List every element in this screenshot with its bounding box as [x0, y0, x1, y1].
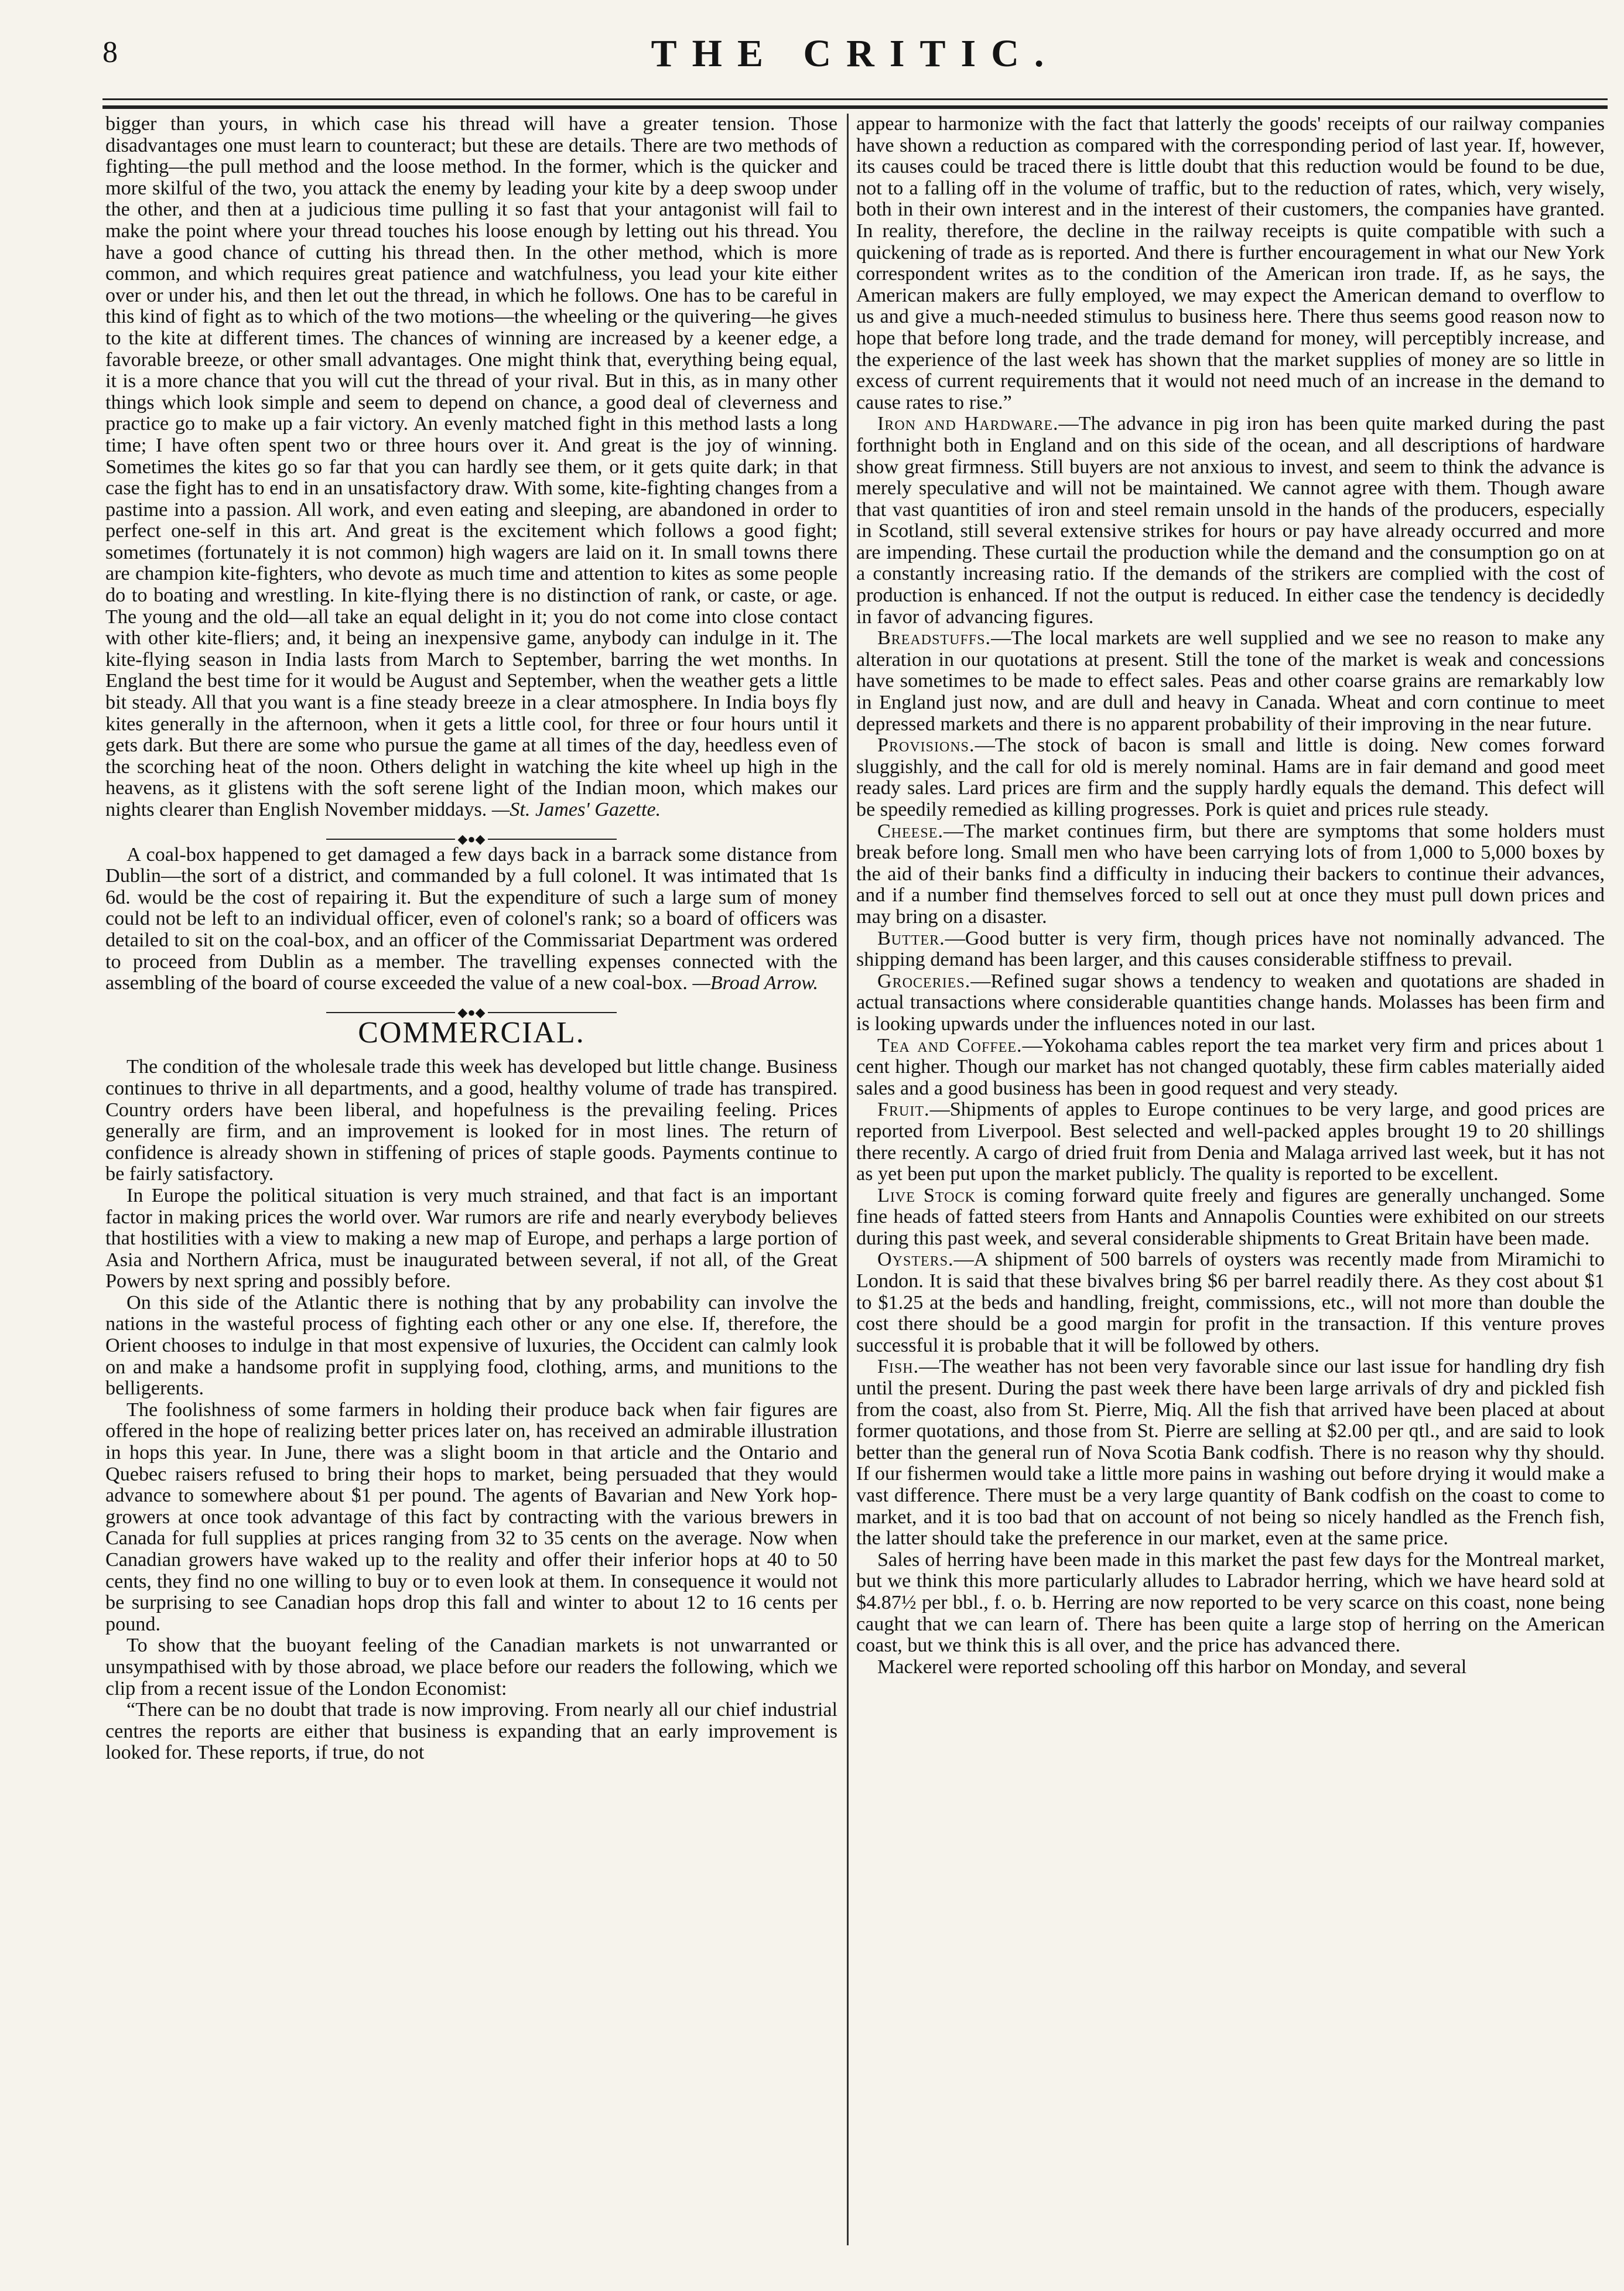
market-lead: Provisions.: [877, 734, 975, 757]
commercial-paragraph: The foolishness of some farmers in holding their produce back when fair figures are offered in the hope of realizing better prices later on, has received an admirable illustration in hops this year. In June, there was a slight boom in that article and the Ontario and Quebec raisers refused to bring their hops to market, being persuaded that they would advance to somewhere about $1 per pound. The agents of Bavarian and New York hop-growers at once took advantage of this fact by contracting with the various brewers in Canada for full supplies at prices ranging from 32 to 35 cents on the average. Now when Canadian growers have waked up to the reality and offer their inferior hops at 40 to 50 cents, they find no one willing to buy or to even look at them. In consequence it would not be surprising to see Canadian hops drop this fall and winter to about 12 to 16 cents per pound.: [105, 1398, 837, 1635]
right-column: [856, 114, 1605, 2269]
market-paragraph: appear to harmonize with the fact that latterly the goods' receipts of our railway companies have shown a reduction as compared with the corresponding period of last year. If, however, its causes could be traced there is little doubt that this reduction would be found to be due, not to a falling off in the volume of traffic, but to the reduction of rates, which, very wisely, both in their own interest and in the interest of their customers, the companies have granted. In reality, therefore, the decline in the railway receipts is quite compatible with such a quickening of trade as is reported. And there is further encouragement in what our New York correspondent writes as to the condition of the American iron trade. If, as he says, the American makers are fully employed, we may expect the American demand to overflow to us and give a much-needed stimulus to business here. There thus seems good reason now to hope that before long trade, and the trade demand for money, will perceptibly increase, and the experience of the last week has shown that the market supplies of money are so little in excess of current requirements that it would not need much of an increase in the demand to cause rates to rise.”: [856, 114, 1605, 413]
market-paragraph-herring: Sales of herring have been made in this market the past few days for the Montreal market, but we think this more particularly alludes to Labrador herring, which we have heard sold at $4.87½ per bbl., f. o. b. Herring are now reported to be very scarce on this coast, none being caught that we can learn of. There has been quite a large stop of herring on the American coast, but we think this is all over, and the price has advanced there.: [856, 1548, 1605, 1657]
market-lead: Butter.: [877, 927, 945, 949]
market-paragraph-provisions: Provisions.—The stock of bacon is small and little is doing. New comes forward sluggishly, and the call for old is merely nominal. Hams are in fair demand and good meet ready sales. Lard prices are firm and the supply hardly equals the demand. This defect will be speedily remedied as killing progresses. Pork is quiet and prices rule steady.: [856, 734, 1605, 820]
market-lead: Breadstuffs.: [877, 627, 992, 649]
market-lead: Groceries.: [877, 970, 971, 992]
commercial-paragraph: In Europe the political situation is very much strained, and that fact is an important factor in making prices the world over. War rumors are rife and nearly everybody believes that hostilities with a view to making a new map of Europe, and perhaps a large portion of Asia and Northern Africa, must be inaugurated between several, if not all, of the Great Powers by next spring and possibly before.: [105, 1184, 837, 1292]
market-paragraph-breadstuffs: Breadstuffs.—The local markets are well supplied and we see no reason to make any alteration in our quotations at present. Still the tone of the market is weak and concessions have sometimes to be made to effect sales. Peas and other coarse grains are remarkably low in England just now, and are dull and heavy in Canada. Wheat and corn continue to meet depressed markets and there is no apparent probability of their improving in the near future.: [856, 627, 1605, 735]
market-paragraph-iron: Iron and Hardware.—The advance in pig iron has been quite marked during the past forthnight both in England and on this side of the ocean, and all descriptions of hardware show great firmness. Still buyers are not anxious to invest, and seem to think the advance is merely speculative and will not be maintained. We cannot agree with them. Though aware that vast quantities of iron and steel remain unsold in the hands of the producers, especially in Scotland, still several extensive strikes for hours or pay have already occurred and more are impending. These curtail the production while the demand and the consumption go on at a constantly increasing ratio. If the demands of the strikers are complied with the cost of production is enhanced. If not the output is reduced. In either case the tendency is decidedly in favor of advancing figures.: [856, 413, 1605, 628]
market-lead: Tea and Coffee.: [877, 1034, 1023, 1056]
masthead-title: THE CRITIC.: [651, 32, 1059, 75]
market-paragraph-groceries: Groceries.—Refined sugar shows a tendency to weaken and quotations are shaded in actual transactions where considerable quantities change hands. Molasses has been firm and is looking upwards under the influences noted in our last.: [856, 970, 1605, 1035]
page-number: 8: [102, 36, 118, 69]
market-paragraph-butter: Butter.—Good butter is very firm, though prices have not nominally advanced. The shipping demand has been larger, and this causes considerable stiffness to prevail.: [856, 927, 1605, 971]
market-paragraph-cheese: Cheese.—The market continues firm, but there are symptoms that some holders must break before long. Small men who have been carrying lots of from 1,000 to 5,000 boxes by the aid of their banks find a difficulty in inducing their backers to continue their advances, and if a number find themselves forced to sell out at once they must pull down prices and may bring on a disaster.: [856, 820, 1605, 928]
header-rule-thick: [102, 105, 1608, 109]
commercial-paragraph: To show that the buoyant feeling of the Canadian markets is not unwarranted or unsympathised with by those abroad, we place before our readers the following, which we clip from a recent issue of the London Economist:: [105, 1635, 837, 1700]
market-lead: Cheese.: [877, 820, 944, 842]
market-lead: Iron and Hardware.: [877, 413, 1059, 435]
ornamental-separator: ◆●◆: [105, 1000, 837, 1012]
market-paragraph-mackerel: Mackerel were reported schooling off this harbor on Monday, and several: [877, 1656, 1467, 1678]
kite-article: [105, 114, 837, 821]
commercial-paragraph: The condition of the wholesale trade this week has developed but little change. Business continues to thrive in all departments, and a good, healthy volume of trade has transpired. Country orders have been liberal, and hopefulness is the prevailing feeling. Prices generally are firm, and an improvement is looked for in most lines. The return of confidence is already shown in stiffening of prices of staple goods. Payments continue to be fairly satisfactory.: [105, 1056, 837, 1185]
ornamental-separator: ◆●◆: [105, 827, 837, 839]
coalbox-article-source: —Broad Arrow.: [692, 972, 819, 994]
market-paragraph-fruit: Fruit.—Shipments of apples to Europe continues to be very large, and good prices are reported from Liverpool. Best selected and well-packed apples brought 19 to 20 shillings there recently. A cargo of dried fruit from Denia and Malaga arrived last week, but it has not as yet been put upon the market publicly. The quality is reported to be excellent.: [856, 1099, 1605, 1185]
commercial-paragraph: On this side of the Atlantic there is nothing that by any probability can involve the nations in the wasteful process of fighting each other or any one else. If, therefore, the Orient chooses to indulge in that most expensive of luxuries, the Occident can calmly look on and make a handsome profit in supplying food, clothing, arms, and munitions to the belligerents.: [105, 1291, 837, 1400]
market-paragraph-fish: Fish.—The weather has not been very favorable since our last issue for handling dry fish until the present. During the past week there have been large arrivals of dry and pickled fish from the coast, also from St. Pierre, Miq. All the fish that arrived have been placed at about former quotations, and those from St. Pierre are selling at $2.00 per qtl., and are said to look better than the general run of Nova Scotia Bank codfish. There is no reason why thy should. If our fishermen would take a little more pains in washing out before drying it would make a vast difference. There must be a very large quantity of Bank codfish on the coast to come to market, and it is too bad that on account of not being so nicely handled as the French fish, the latter should take the preference in our market, even at the same price.: [856, 1356, 1605, 1550]
coalbox-article-text: A coal-box happened to get damaged a few days back in a barrack some distance from Dublin—the sort of a district, and commanded by a full colonel. It was intimated that 1s 6d. would be the cost of repairing it. But the expenditure of such a large sum of money could not be left to an individual officer, even of colonel's rank; so a board of officers was detailed to sit on the coal-box, and an officer of the Commissariat Department was ordered to proceed from Dublin as a member. The travelling expenses connected with the assembling of the board of course exceeded the value of a new coal-box.: [105, 843, 837, 994]
market-lead: Fruit.: [877, 1099, 930, 1121]
commercial-heading: COMMERCIAL.: [358, 1015, 585, 1049]
kite-article-text: bigger than yours, in which case his thread will have a greater tension. Those disadvantages one must learn to counteract; but these are details. There are two methods of fighting—the pull method and the loose method. In the former, which is the quicker and more skilful of the two, you attack the enemy by leading your kite by a deep swoop under the other, and then at a judicious time pulling it so fast that your antagonist will fail to make the point where your thread touches his loose enough by letting out his thread. You have a good chance of cutting his thread then. In the other method, which is more common, and which requires great patience and watchfulness, you lead your kite either over or under his, and then let out the thread, in which he follows. One has to be careful in this kind of fight as to which of the two motions—the wheeling or the quivering—he gives to the kite at different times. The chances of winning are increased by a keener edge, a favorable breeze, or other small advantages. One might think that, everything being equal, it is a more chance that you will cut the thread of your rival. But in this, as in many other things which look simple and seem to depend on chance, a good deal of cleverness and practice go to make up a fair victory. An evenly matched fight in this method lasts a long time; I have often spent two or three hours over it. And great is the joy of winning. Sometimes the kites go so far that you can hardly see them, or it gets quite dark; in that case the fight has to end in an unsatisfactory draw. With some, kite-fighting changes from a pastime into a passion. All work, and even eating and sleeping, are abandoned in order to perfect one-self in this art. And great is the excitement which follows a good fight; sometimes (fortunately it is not common) high wagers are laid on it. In small towns there are champion kite-fighters, who devote as much time and attention to kites as some people do to boating and wrestling. In kite-flying there is no distinction of rank, or caste, or age. The young and the old—all take an equal delight in it; you do not come into close contact with other kite-fliers; and, it being an inexpensive game, anybody can indulge in it. The kite-flying season in India lasts from March to September, barring the wet months. In England the best time for it would be August and September, when the weather gets a little bit steady. All that you want is a fine steady breeze in a clear atmosphere. In India boys fly kites generally in the afternoon, when it gets a little cool, for three or four hours until it gets dark. But there are some who pursue the game at all times of the day, heedless even of the scorching heat of the noon. Others delight in watching the kite wheel up high in the heavens, as it glistens with the soft serene light of the Indian moon, which makes our nights clearer than English November middays.: [105, 114, 837, 820]
column-divider: [847, 114, 849, 2245]
commercial-paragraph: “There can be no doubt that trade is now improving. From nearly all our chief industrial centres the reports are either that business is expanding that an early improvement is looked for. These reports, if true, do not: [105, 1699, 837, 1764]
market-paragraph-live-stock: Live Stock is coming forward quite freely and figures are generally unchanged. Some fine heads of fatted steers from Hants and Annapolis Counties were exhibited on our streets during this past week, and several considerable shipments to Great Britain have been made.: [856, 1184, 1605, 1249]
market-lead: Fish.: [877, 1356, 919, 1378]
kite-article-source: —St. James' Gazette.: [491, 799, 661, 820]
coalbox-article: [105, 844, 837, 994]
market-lead: Oysters.: [877, 1249, 954, 1271]
page-header: [102, 23, 1608, 94]
left-column: [105, 114, 837, 2269]
market-paragraph-tea-coffee: Tea and Coffee.—Yokohama cables report the tea market very firm and prices about 1 cent higher. Though our market has not changed quotably, these firm cables materially aided sales and a good business has been in good request and very steady.: [856, 1034, 1605, 1099]
header-rule-thin: [102, 98, 1608, 100]
market-lead: Live Stock: [877, 1184, 976, 1206]
market-paragraph-oysters: Oysters.—A shipment of 500 barrels of oysters was recently made from Miramichi to London. It is said that these bivalves bring $6 per barrel readily there. As they cost about $1 to $1.25 at the beds and handling, freight, commissions, etc., will not more than double the cost there should be a good margin for profit in the transaction. If this venture proves successful it is probable that it will be followed by others.: [856, 1249, 1605, 1356]
